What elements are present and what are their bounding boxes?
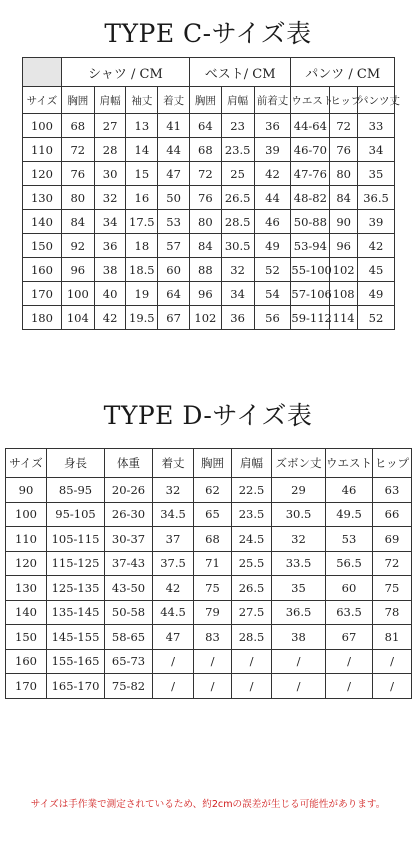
- table-cell: 35: [357, 162, 394, 186]
- table-cell: 76: [330, 138, 358, 162]
- table-cell: 32: [153, 478, 194, 503]
- table-cell: 37: [153, 527, 194, 552]
- group-header-pants: パンツ / CM: [291, 58, 395, 87]
- table-cell: 44: [254, 186, 291, 210]
- table-cell: 67: [326, 625, 373, 650]
- table-cell: 14: [126, 138, 158, 162]
- table-cell: 32: [221, 258, 254, 282]
- column-header: 胸囲: [61, 87, 94, 114]
- table-cell: 34: [357, 138, 394, 162]
- column-header: 着丈: [158, 87, 190, 114]
- table-cell: 36: [221, 306, 254, 330]
- column-header: 前着丈: [254, 87, 291, 114]
- table-cell: 44.5: [153, 600, 194, 625]
- table-cell: /: [232, 674, 272, 699]
- table-cell: 96: [330, 234, 358, 258]
- table-cell: 18.5: [126, 258, 158, 282]
- table-cell: 64: [158, 282, 190, 306]
- table-cell: 28.5: [221, 210, 254, 234]
- table-cell: 180: [23, 306, 62, 330]
- table-cell: 83: [194, 625, 232, 650]
- table-cell: 20-26: [105, 478, 153, 503]
- table-row: [6, 600, 412, 625]
- type-c-title: TYPE C-サイズ表: [104, 19, 312, 48]
- table-cell: 47-76: [291, 162, 330, 186]
- table-row: [23, 138, 395, 162]
- table-cell: 100: [6, 502, 47, 527]
- table-cell: 13: [126, 114, 158, 138]
- table-cell: 57-106: [291, 282, 330, 306]
- table-cell: 34: [221, 282, 254, 306]
- column-header: 肩幅: [232, 449, 272, 478]
- table-cell: 58-65: [105, 625, 153, 650]
- table-cell: 48-82: [291, 186, 330, 210]
- column-header: 身長: [47, 449, 105, 478]
- table-cell: 32: [94, 186, 126, 210]
- table-cell: 104: [61, 306, 94, 330]
- type-d-size-table: [5, 448, 412, 699]
- table-cell: 46: [254, 210, 291, 234]
- table-cell: 33: [357, 114, 394, 138]
- table-cell: 28.5: [232, 625, 272, 650]
- table-cell: 120: [23, 162, 62, 186]
- table-cell: 60: [158, 258, 190, 282]
- table-cell: 65-73: [105, 649, 153, 674]
- table-row: [6, 502, 412, 527]
- table-cell: 90: [6, 478, 47, 503]
- table-cell: 59-112: [291, 306, 330, 330]
- table-cell: 160: [23, 258, 62, 282]
- table-cell: 30-37: [105, 527, 153, 552]
- table-cell: 23.5: [232, 502, 272, 527]
- table-cell: 72: [61, 138, 94, 162]
- table-cell: 165-170: [47, 674, 105, 699]
- table-cell: 50-58: [105, 600, 153, 625]
- table-cell: 29: [272, 478, 326, 503]
- table-cell: 27: [94, 114, 126, 138]
- table-cell: 36: [94, 234, 126, 258]
- table-cell: 62: [194, 478, 232, 503]
- table-cell: 150: [23, 234, 62, 258]
- column-header: ウエスト: [291, 87, 330, 114]
- table-cell: 26.5: [221, 186, 254, 210]
- table-cell: 24.5: [232, 527, 272, 552]
- table-cell: /: [272, 674, 326, 699]
- table-cell: 39: [254, 138, 291, 162]
- table-cell: 36: [254, 114, 291, 138]
- table-cell: 25: [221, 162, 254, 186]
- table-cell: 42: [94, 306, 126, 330]
- table-cell: 50-88: [291, 210, 330, 234]
- table-row: [23, 114, 395, 138]
- table-cell: 39: [357, 210, 394, 234]
- table-cell: 42: [254, 162, 291, 186]
- table-cell: 30.5: [272, 502, 326, 527]
- table-cell: 160: [6, 649, 47, 674]
- column-header: 肩幅: [221, 87, 254, 114]
- table-cell: 17.5: [126, 210, 158, 234]
- table-row: [6, 674, 412, 699]
- column-header: 袖丈: [126, 87, 158, 114]
- table-cell: 100: [61, 282, 94, 306]
- table-cell: 108: [330, 282, 358, 306]
- table-cell: 72: [373, 551, 412, 576]
- table-cell: 76: [61, 162, 94, 186]
- table-row: [23, 162, 395, 186]
- table-cell: 45: [357, 258, 394, 282]
- table-cell: 155-165: [47, 649, 105, 674]
- table-cell: 150: [6, 625, 47, 650]
- table-cell: 46: [326, 478, 373, 503]
- table-cell: 53-94: [291, 234, 330, 258]
- table-cell: 100: [23, 114, 62, 138]
- table-row: [23, 210, 395, 234]
- table-cell: 68: [189, 138, 221, 162]
- table-cell: 22.5: [232, 478, 272, 503]
- table-cell: 23: [221, 114, 254, 138]
- table-row: [23, 234, 395, 258]
- table-cell: 135-145: [47, 600, 105, 625]
- column-header: 胸囲: [189, 87, 221, 114]
- table-cell: 72: [189, 162, 221, 186]
- table-cell: 170: [6, 674, 47, 699]
- column-header: サイズ: [23, 87, 62, 114]
- table-cell: 64: [189, 114, 221, 138]
- table-cell: 80: [61, 186, 94, 210]
- table-cell: 36.5: [357, 186, 394, 210]
- table-cell: 56.5: [326, 551, 373, 576]
- table-cell: 25.5: [232, 551, 272, 576]
- table-cell: 85-95: [47, 478, 105, 503]
- table-column-header-row: [6, 449, 412, 478]
- table-cell: 52: [357, 306, 394, 330]
- table-cell: 105-115: [47, 527, 105, 552]
- table-cell: 71: [194, 551, 232, 576]
- table-cell: 56: [254, 306, 291, 330]
- table-cell: 26-30: [105, 502, 153, 527]
- table-cell: 53: [326, 527, 373, 552]
- table-cell: /: [373, 674, 412, 699]
- table-cell: 19: [126, 282, 158, 306]
- column-header: ウエスト: [326, 449, 373, 478]
- table-cell: 49: [357, 282, 394, 306]
- table-cell: /: [326, 649, 373, 674]
- table-cell: /: [373, 649, 412, 674]
- table-cell: 67: [158, 306, 190, 330]
- table-cell: 84: [61, 210, 94, 234]
- table-cell: 72: [330, 114, 358, 138]
- table-cell: /: [194, 674, 232, 699]
- table-cell: 90: [330, 210, 358, 234]
- column-header: ヒップ: [330, 87, 358, 114]
- table-cell: 46-70: [291, 138, 330, 162]
- table-cell: 63.5: [326, 600, 373, 625]
- table-cell: 50: [158, 186, 190, 210]
- table-cell: 52: [254, 258, 291, 282]
- table-cell: 140: [23, 210, 62, 234]
- table-cell: 96: [61, 258, 94, 282]
- table-cell: 88: [189, 258, 221, 282]
- table-cell: 75-82: [105, 674, 153, 699]
- table-cell: 38: [272, 625, 326, 650]
- column-header: サイズ: [6, 449, 47, 478]
- table-cell: 130: [6, 576, 47, 601]
- table-cell: 36.5: [272, 600, 326, 625]
- table-cell: 35: [272, 576, 326, 601]
- table-cell: 18: [126, 234, 158, 258]
- table-cell: 145-155: [47, 625, 105, 650]
- table-row: [23, 282, 395, 306]
- table-cell: 38: [94, 258, 126, 282]
- table-cell: 114: [330, 306, 358, 330]
- table-cell: 95-105: [47, 502, 105, 527]
- table-cell: 37.5: [153, 551, 194, 576]
- table-cell: /: [272, 649, 326, 674]
- table-cell: 28: [94, 138, 126, 162]
- table-row: [23, 306, 395, 330]
- table-cell: 63: [373, 478, 412, 503]
- table-cell: 66: [373, 502, 412, 527]
- table-cell: 140: [6, 600, 47, 625]
- table-cell: 43-50: [105, 576, 153, 601]
- column-header: ズボン丈: [272, 449, 326, 478]
- table-cell: 23.5: [221, 138, 254, 162]
- table-cell: 32: [272, 527, 326, 552]
- column-header: 着丈: [153, 449, 194, 478]
- table-cell: 75: [194, 576, 232, 601]
- table-cell: 16: [126, 186, 158, 210]
- table-cell: 80: [330, 162, 358, 186]
- table-row: [6, 527, 412, 552]
- table-cell: 27.5: [232, 600, 272, 625]
- table-cell: 69: [373, 527, 412, 552]
- table-cell: 68: [61, 114, 94, 138]
- table-cell: 49.5: [326, 502, 373, 527]
- table-cell: 81: [373, 625, 412, 650]
- table-row: [6, 649, 412, 674]
- table-cell: 125-135: [47, 576, 105, 601]
- table-cell: 170: [23, 282, 62, 306]
- table-cell: 75: [373, 576, 412, 601]
- table-cell: 102: [189, 306, 221, 330]
- table-cell: 115-125: [47, 551, 105, 576]
- table-row: [23, 186, 395, 210]
- table-cell: 33.5: [272, 551, 326, 576]
- table-row: [6, 478, 412, 503]
- table-row: [6, 551, 412, 576]
- measurement-error-note: サイズは手作業で測定されているため、約2cmの誤差が生じる可能性があります。: [30, 799, 386, 810]
- column-header: 肩幅: [94, 87, 126, 114]
- table-cell: 57: [158, 234, 190, 258]
- group-header-vest: ベスト/ CM: [189, 58, 290, 87]
- column-header: ヒップ: [373, 449, 412, 478]
- table-cell: 47: [158, 162, 190, 186]
- table-cell: 30: [94, 162, 126, 186]
- table-cell: /: [194, 649, 232, 674]
- table-cell: /: [153, 649, 194, 674]
- table-cell: 37-43: [105, 551, 153, 576]
- table-cell: 68: [194, 527, 232, 552]
- column-header: 体重: [105, 449, 153, 478]
- table-cell: 96: [189, 282, 221, 306]
- table-cell: 84: [330, 186, 358, 210]
- table-cell: /: [153, 674, 194, 699]
- table-cell: 110: [6, 527, 47, 552]
- corner-cell: [23, 58, 62, 87]
- table-cell: 102: [330, 258, 358, 282]
- table-cell: 79: [194, 600, 232, 625]
- table-cell: 42: [357, 234, 394, 258]
- table-cell: 78: [373, 600, 412, 625]
- column-header: 胸囲: [194, 449, 232, 478]
- table-cell: 19.5: [126, 306, 158, 330]
- table-cell: 60: [326, 576, 373, 601]
- type-d-title: TYPE D-サイズ表: [103, 401, 313, 430]
- table-cell: 84: [189, 234, 221, 258]
- table-cell: 120: [6, 551, 47, 576]
- table-cell: 110: [23, 138, 62, 162]
- table-cell: 55-100: [291, 258, 330, 282]
- table-cell: 30.5: [221, 234, 254, 258]
- table-cell: 76: [189, 186, 221, 210]
- table-row: [6, 576, 412, 601]
- column-header: パンツ丈: [357, 87, 394, 114]
- table-group-header-row: [23, 58, 395, 87]
- table-cell: 40: [94, 282, 126, 306]
- table-row: [23, 258, 395, 282]
- table-cell: 92: [61, 234, 94, 258]
- table-cell: /: [232, 649, 272, 674]
- table-cell: 53: [158, 210, 190, 234]
- table-cell: 47: [153, 625, 194, 650]
- table-cell: 54: [254, 282, 291, 306]
- table-cell: 65: [194, 502, 232, 527]
- table-cell: 41: [158, 114, 190, 138]
- group-header-shirt: シャツ / CM: [61, 58, 189, 87]
- table-cell: 44: [158, 138, 190, 162]
- table-cell: /: [326, 674, 373, 699]
- table-cell: 42: [153, 576, 194, 601]
- table-column-header-row: [23, 87, 395, 114]
- table-cell: 80: [189, 210, 221, 234]
- type-c-size-table: [22, 57, 400, 330]
- table-cell: 34: [94, 210, 126, 234]
- table-cell: 34.5: [153, 502, 194, 527]
- table-cell: 15: [126, 162, 158, 186]
- table-cell: 130: [23, 186, 62, 210]
- table-cell: 26.5: [232, 576, 272, 601]
- table-cell: 49: [254, 234, 291, 258]
- table-cell: 44-64: [291, 114, 330, 138]
- table-row: [6, 625, 412, 650]
